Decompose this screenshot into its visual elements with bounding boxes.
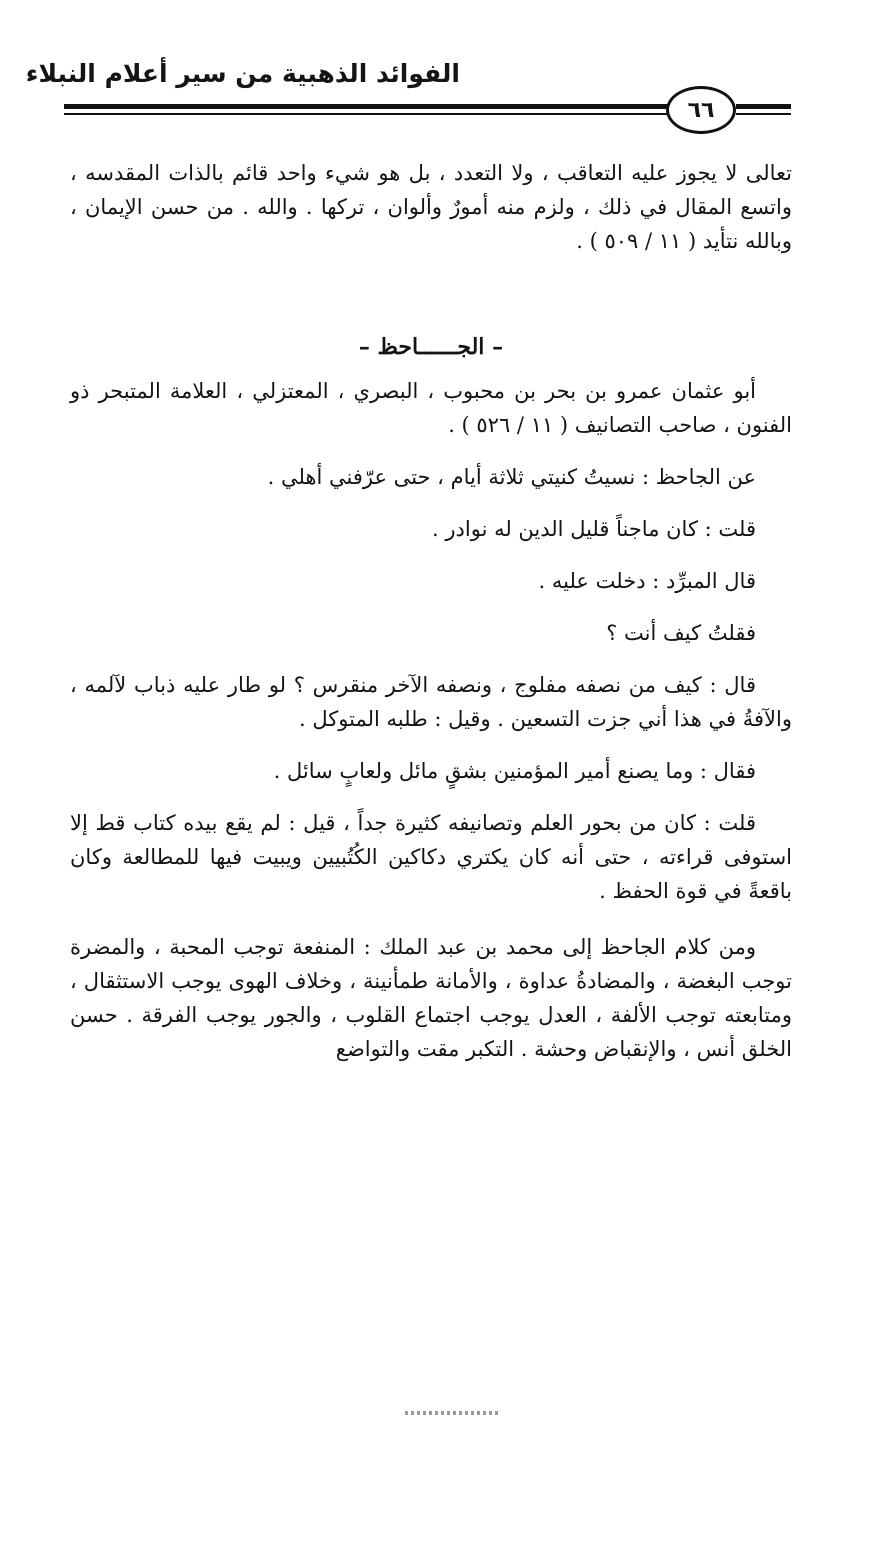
paragraph-bio: أبو عثمان عمرو بن بحر بن محبوب ، البصري ، المعتزلي ، العلامة المتبحر ذو الفنون ، صاحب التصانيف ( ١١ / ٥٢٦ ) . (70, 379, 792, 437)
paragraph-remark: قلت : كان ماجناً قليل الدين له نوادر . (432, 517, 756, 541)
section-heading: – الجــــــاحظ – (358, 334, 504, 360)
spacer (70, 442, 792, 460)
running-title: الفوائد الذهبية من سير أعلام النبلاء (25, 59, 460, 88)
spacer (70, 546, 792, 564)
paragraph-knowledge: قلت : كان من بحور العلم وتصانيفه كثيرة جداً ، قيل : لم يقع بيده كتاب قط إلا استوفى قراءته ، حتى أنه كان يكتري دكاكين الكُتُبيين ويبيت فيها للمطالعة وكان باقعةً في قوة الحفظ . (70, 811, 792, 903)
footer-smudge (405, 1411, 501, 1415)
header-rule-right-thin (736, 113, 791, 115)
paragraph-continuation: تعالى لا يجوز عليه التعاقب ، ولا التعدد ، بل هو شيء واحد قائم بالذات المقدسه ، واتسع المقال في ذلك ، ولزم منه أمورٌ وألوان ، تركها . والله . من حسن الإيمان ، وبالله نتأيد ( ١١ / ٥٠٩ ) . (70, 161, 792, 253)
header-rule-thin (64, 113, 669, 115)
spacer (70, 736, 792, 754)
page-number-badge (666, 86, 736, 134)
spacer (70, 788, 792, 806)
header-rule-right-thick (736, 104, 791, 109)
spacer (70, 908, 792, 930)
paragraph-reply: فقال : وما يصنع أمير المؤمنين بشقٍ مائل ولعابٍ سائل . (273, 759, 756, 783)
spacer (70, 366, 792, 374)
spacer (70, 494, 792, 512)
spacer (70, 650, 792, 668)
spacer (70, 598, 792, 616)
paragraph-mubarrad: قال المبرِّد : دخلت عليه . (538, 569, 756, 593)
paragraph-question: فقلتُ كيف أنت ؟ (606, 621, 756, 645)
paragraph-answer: قال : كيف من نصفه مفلوج ، ونصفه الآخر منقرس ؟ لو طار عليه ذباب لآلمه ، والآفةُ في هذا أني جزت التسعين . وقيل : طلبه المتوكل . (70, 673, 792, 731)
paragraph-kunya: عن الجاحظ : نسيتُ كنيتي ثلاثة أيام ، حتى عرّفني أهلي . (267, 465, 756, 489)
header-rule-thick (64, 104, 669, 109)
spacer (70, 258, 792, 328)
paragraph-sayings: ومن كلام الجاحظ إلى محمد بن عبد الملك : المنفعة توجب المحبة ، والمضرة توجب البغضة ، والمضادةُ عداوة ، والأمانة طمأنينة ، وخلاف الهوى يوجب الاستثقال ، ومتابعته توجب الألفة ، العدل يوجب اجتماع القلوب ، والجور يوجب الفرقة . حسن الخلق أنس ، والإنقباض وحشة . التكبر مقت والتواضع (70, 935, 792, 1061)
page-number: ٦٦ (687, 97, 715, 123)
page-body (70, 156, 792, 1066)
